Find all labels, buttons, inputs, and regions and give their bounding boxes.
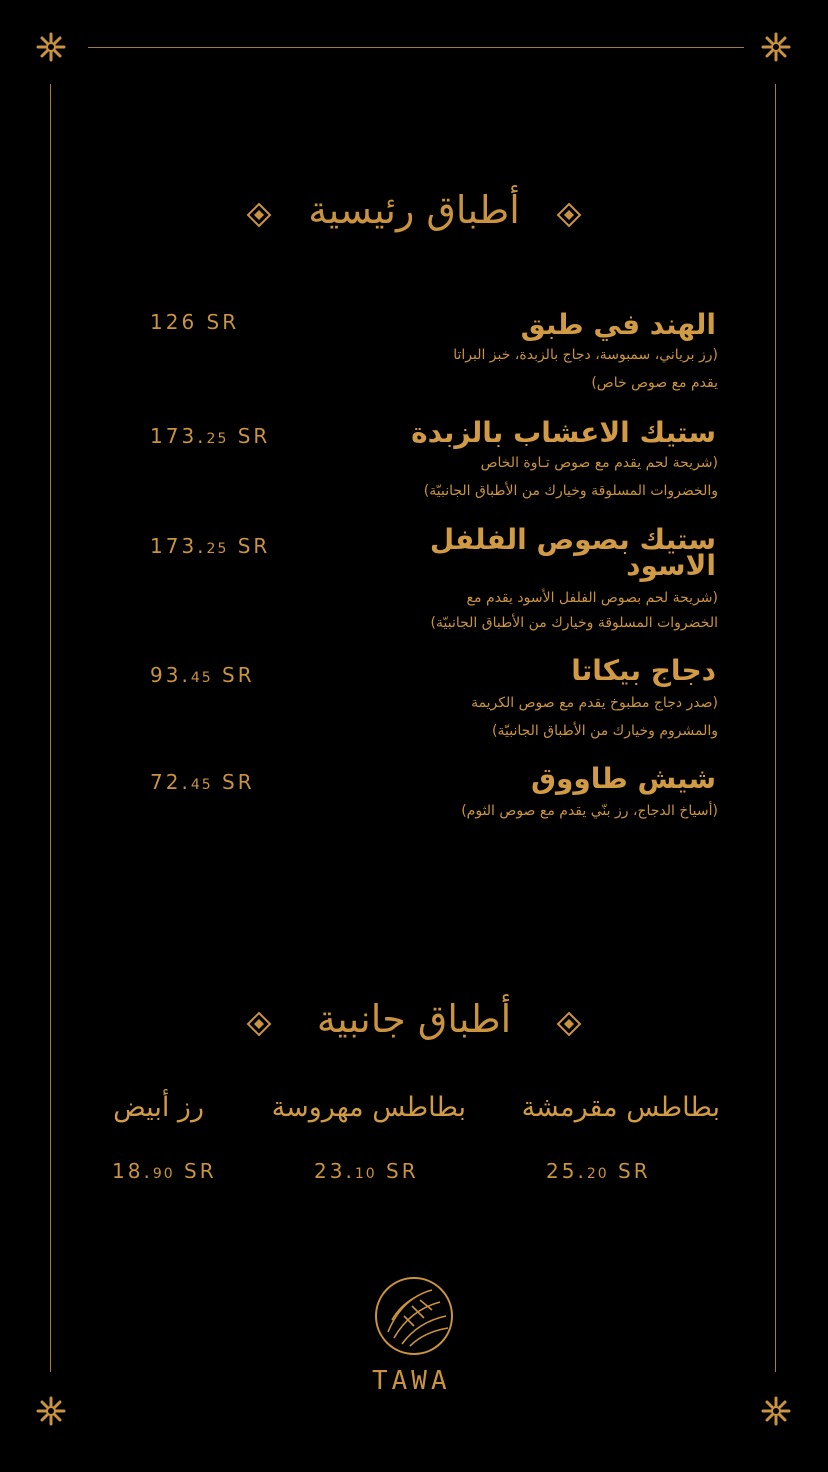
menu-item-name: دجاج بيكاتا xyxy=(571,654,716,687)
side-dish-name: رز أبيض xyxy=(113,1092,204,1123)
diamond-ornament-icon xyxy=(556,202,582,228)
menu-item-description: والمشروم وخيارك من الأطباق الجانبيّة) xyxy=(492,723,718,739)
frame-right-line xyxy=(775,84,776,1372)
corner-star-icon xyxy=(36,1396,66,1426)
menu-item-description: الخضروات المسلوقة وخيارك من الأطباق الجانبيّة) xyxy=(430,615,718,631)
logo-wordmark: TAWA xyxy=(372,1366,451,1396)
menu-item-price: 93.45 SR xyxy=(150,663,255,687)
menu-item-description: يقدم مع صوص خاص) xyxy=(591,375,718,391)
corner-star-icon xyxy=(36,32,66,62)
menu-item-description: (صدر دجاج مطبوخ يقدم مع صوص الكريمة xyxy=(471,695,718,711)
menu-item-description: والخضروات المسلوقة وخيارك من الأطباق الجانبيّة) xyxy=(423,483,718,499)
menu-item-price: 126 SR xyxy=(150,310,240,334)
menu-item-name: شيش طاووق xyxy=(530,762,716,795)
menu-item-price: 72.45 SR xyxy=(150,770,255,794)
menu-item-description: (أسياخ الدجاج، رز بنّي يقدم مع صوص الثوم) xyxy=(461,803,718,819)
side-dish-name: بطاطس مقرمشة xyxy=(521,1092,720,1123)
side-dish-name: بطاطس مهروسة xyxy=(271,1092,466,1123)
restaurant-logo-icon xyxy=(374,1276,454,1356)
frame-top-line xyxy=(88,47,744,48)
menu-item-price: 173.25 SR xyxy=(150,424,271,448)
side-dishes-title: أطباق جانبية xyxy=(316,997,512,1041)
menu-item-price: 173.25 SR xyxy=(150,534,271,558)
side-dish-price: 23.10 SR xyxy=(314,1159,419,1183)
frame-left-line xyxy=(50,84,51,1372)
corner-star-icon xyxy=(761,32,791,62)
menu-item-description: (شريحة لحم بصوص الفلفل الأسود يقدم مع xyxy=(466,590,718,606)
side-dish-price: 18.90 SR xyxy=(112,1159,217,1183)
side-dish-price: 25.20 SR xyxy=(546,1159,651,1183)
menu-item-name: ستيك الاعشاب بالزبدة xyxy=(411,416,716,449)
menu-item-description: (شريحة لحم يقدم مع صوص تـاوة الخاص xyxy=(480,455,718,471)
menu-item-name: الهند في طبق xyxy=(520,308,716,341)
menu-item-name: ستيك بصوص الفلفل الاسود xyxy=(429,523,716,582)
corner-star-icon xyxy=(761,1396,791,1426)
main-dishes-title: أطباق رئيسية xyxy=(308,188,520,232)
menu-item-description: (رز برياني، سمبوسة، دجاج بالزبدة، خبز البراتا xyxy=(453,347,718,363)
diamond-ornament-icon xyxy=(556,1011,582,1037)
